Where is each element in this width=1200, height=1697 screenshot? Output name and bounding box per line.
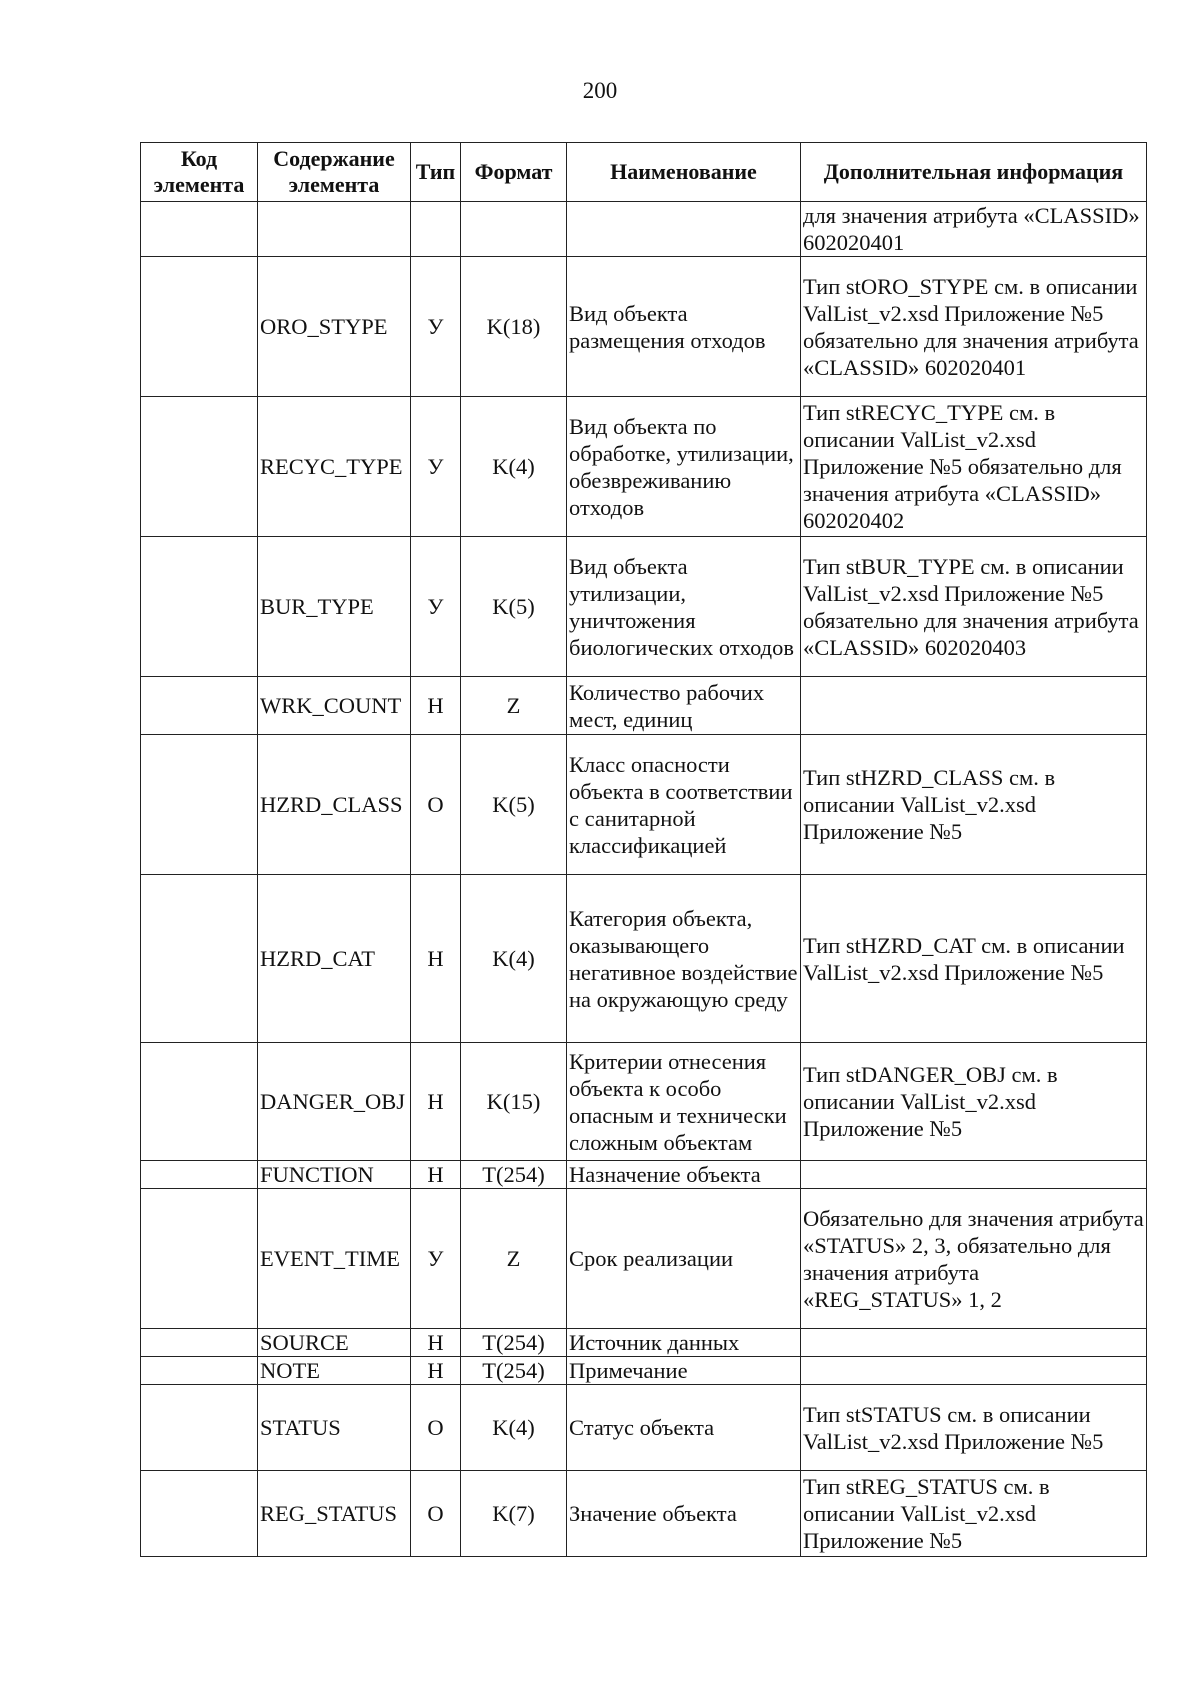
cell-info: Тип stRECYC_TYPE см. в описании ValList_v2.xsd Приложение №5 обязательно для значения атрибута «CLASSID» 602020402 [801, 397, 1147, 537]
cell-element: HZRD_CLASS [258, 735, 411, 875]
table-row [141, 202, 1147, 257]
cell-code [141, 397, 258, 537]
header-type: Тип [411, 143, 461, 202]
header-info: Дополнительная информация [801, 143, 1147, 202]
header-name: Наименование [567, 143, 801, 202]
cell-type: Н [411, 1329, 461, 1357]
header-format: Формат [461, 143, 567, 202]
cell-info: Обязательно для значения атрибута «STATUS» 2, 3, обязательно для значения атрибута «REG_STATUS» 1, 2 [801, 1189, 1147, 1329]
cell-name: Примечание [567, 1357, 801, 1385]
cell-name: Критерии отнесения объекта к особо опасным и технически сложным объектам [567, 1043, 801, 1161]
cell-type: Н [411, 1161, 461, 1189]
cell-format: K(4) [461, 1385, 567, 1471]
cell-info [801, 1161, 1147, 1189]
cell-element: SOURCE [258, 1329, 411, 1357]
cell-element: ORO_STYPE [258, 257, 411, 397]
cell-info: для значения атрибута «CLASSID» 602020401 [801, 202, 1147, 257]
page-number: 200 [582, 78, 618, 103]
cell-type: О [411, 735, 461, 875]
cell-code [141, 735, 258, 875]
cell-info: Тип stHZRD_CLASS см. в описании ValList_v2.xsd Приложение №5 [801, 735, 1147, 875]
table-row [141, 875, 1147, 1043]
table-row [141, 1161, 1147, 1189]
cell-format: K(7) [461, 1471, 567, 1557]
cell-element: HZRD_CAT [258, 875, 411, 1043]
header-code: Код элемента [141, 143, 258, 202]
cell-element: BUR_TYPE [258, 537, 411, 677]
cell-type: О [411, 1471, 461, 1557]
cell-code [141, 677, 258, 735]
header-content: Содержание элемента [258, 143, 411, 202]
table-row [141, 677, 1147, 735]
cell-info [801, 1329, 1147, 1357]
cell-name: Вид объекта по обработке, утилизации, обезвреживанию отходов [567, 397, 801, 537]
cell-code [141, 1385, 258, 1471]
cell-name: Назначение объекта [567, 1161, 801, 1189]
cell-name: Вид объекта утилизации, уничтожения биологических отходов [567, 537, 801, 677]
table-header [141, 143, 1147, 202]
cell-type: У [411, 537, 461, 677]
cell-format: T(254) [461, 1329, 567, 1357]
cell-name: Значение объекта [567, 1471, 801, 1557]
cell-name: Категория объекта, оказывающего негативное воздействие на окружающую среду [567, 875, 801, 1043]
cell-name [567, 202, 801, 257]
table-row [141, 735, 1147, 875]
cell-element: DANGER_OBJ [258, 1043, 411, 1161]
cell-format: K(15) [461, 1043, 567, 1161]
cell-element: STATUS [258, 1385, 411, 1471]
table-row [141, 1385, 1147, 1471]
cell-code [141, 1471, 258, 1557]
element-spec-table [140, 142, 1147, 1557]
cell-element: WRK_COUNT [258, 677, 411, 735]
cell-name: Класс опасности объекта в соответствии с санитарной классификацией [567, 735, 801, 875]
cell-code [141, 202, 258, 257]
cell-code [141, 875, 258, 1043]
table-row [141, 1329, 1147, 1357]
table-row [141, 257, 1147, 397]
cell-type: Н [411, 1043, 461, 1161]
table-row [141, 397, 1147, 537]
cell-name: Срок реализации [567, 1189, 801, 1329]
cell-element: NOTE [258, 1357, 411, 1385]
table-row [141, 1471, 1147, 1557]
cell-code [141, 1329, 258, 1357]
cell-code [141, 1357, 258, 1385]
cell-format: T(254) [461, 1161, 567, 1189]
cell-type: Н [411, 677, 461, 735]
cell-format: K(4) [461, 875, 567, 1043]
cell-format: Z [461, 1189, 567, 1329]
cell-code [141, 1043, 258, 1161]
cell-format: T(254) [461, 1357, 567, 1385]
table-row [141, 1043, 1147, 1161]
cell-type: Н [411, 875, 461, 1043]
cell-code [141, 257, 258, 397]
cell-element: FUNCTION [258, 1161, 411, 1189]
cell-code [141, 537, 258, 677]
cell-type: Н [411, 1357, 461, 1385]
cell-element [258, 202, 411, 257]
cell-name: Статус объекта [567, 1385, 801, 1471]
cell-element: RECYC_TYPE [258, 397, 411, 537]
cell-code [141, 1161, 258, 1189]
table-row [141, 1357, 1147, 1385]
cell-info: Тип stSTATUS см. в описании ValList_v2.xsd Приложение №5 [801, 1385, 1147, 1471]
cell-name: Источник данных [567, 1329, 801, 1357]
table-row [141, 537, 1147, 677]
cell-name: Вид объекта размещения отходов [567, 257, 801, 397]
cell-format: Z [461, 677, 567, 735]
cell-name: Количество рабочих мест, единиц [567, 677, 801, 735]
cell-format: K(4) [461, 397, 567, 537]
cell-info: Тип stHZRD_CAT см. в описании ValList_v2.xsd Приложение №5 [801, 875, 1147, 1043]
cell-element: REG_STATUS [258, 1471, 411, 1557]
cell-info: Тип stORO_STYPE см. в описании ValList_v2.xsd Приложение №5 обязательно для значения атрибута «CLASSID» 602020401 [801, 257, 1147, 397]
cell-info: Тип stBUR_TYPE см. в описании ValList_v2.xsd Приложение №5 обязательно для значения атрибута «CLASSID» 602020403 [801, 537, 1147, 677]
cell-element: EVENT_TIME [258, 1189, 411, 1329]
cell-type: О [411, 1385, 461, 1471]
cell-format [461, 202, 567, 257]
cell-format: K(5) [461, 537, 567, 677]
cell-info: Тип stDANGER_OBJ см. в описании ValList_v2.xsd Приложение №5 [801, 1043, 1147, 1161]
cell-type: У [411, 257, 461, 397]
cell-format: K(18) [461, 257, 567, 397]
cell-type: У [411, 397, 461, 537]
table-body [141, 202, 1147, 1557]
table-row [141, 1189, 1147, 1329]
cell-info [801, 677, 1147, 735]
cell-format: K(5) [461, 735, 567, 875]
cell-info [801, 1357, 1147, 1385]
cell-type [411, 202, 461, 257]
cell-code [141, 1189, 258, 1329]
cell-info: Тип stREG_STATUS см. в описании ValList_v2.xsd Приложение №5 [801, 1471, 1147, 1557]
cell-type: У [411, 1189, 461, 1329]
